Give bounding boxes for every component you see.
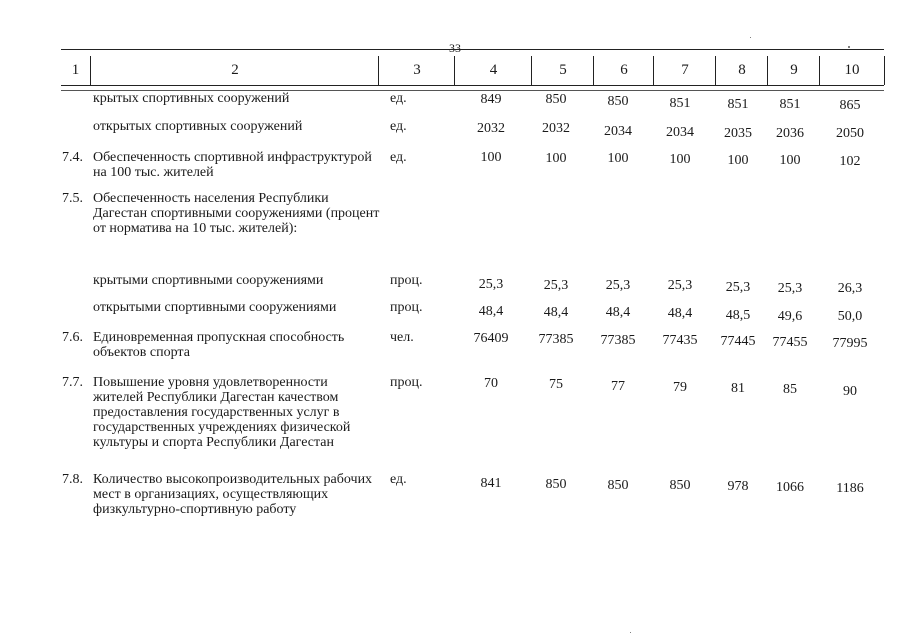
header-col-1: 1 xyxy=(71,62,80,78)
value-cell: 25,3 xyxy=(478,277,504,292)
value-cell: 2032 xyxy=(477,121,505,136)
value-cell: 50,0 xyxy=(837,309,863,324)
value-cell: 851 xyxy=(727,97,749,112)
header-col-9: 9 xyxy=(767,56,820,85)
value-cell: 77455 xyxy=(772,335,808,350)
row-unit: ед. xyxy=(390,472,407,487)
header-col-3: 3 xyxy=(378,56,455,85)
row-number: 7.7. xyxy=(62,375,83,390)
value-cell: 850 xyxy=(669,478,691,493)
value-cell: 25,3 xyxy=(725,280,751,295)
value-cell: 2034 xyxy=(666,125,694,140)
row-unit: проц. xyxy=(390,375,423,390)
row-description: Единовременная пропускная способность объектов спорта xyxy=(93,330,345,360)
header-col-8: 8 xyxy=(715,56,768,85)
value-cell: 100 xyxy=(779,153,801,168)
row-description: Обеспеченность населения Республики Дагестан спортивными сооружениями (процент от норматива на 10 тыс. жителей): xyxy=(93,191,380,236)
value-cell: 48,4 xyxy=(478,304,504,319)
header-bottom-line xyxy=(61,85,884,86)
value-cell: 102 xyxy=(839,154,861,169)
value-cell: 841 xyxy=(480,476,502,491)
row-unit: ед. xyxy=(390,150,407,165)
value-cell: 81 xyxy=(731,381,745,396)
header-col-4: 4 xyxy=(454,56,532,85)
value-cell: 75 xyxy=(549,377,563,392)
value-cell: 77385 xyxy=(600,333,636,348)
row-description: Количество высокопроизводительных рабочих мест в организациях, осуществляющих физкультурно-спортивную работу xyxy=(93,472,373,517)
value-cell: 850 xyxy=(607,94,629,109)
value-cell: 2035 xyxy=(724,126,752,141)
value-cell: 48,5 xyxy=(725,308,751,323)
value-cell: 77385 xyxy=(538,332,574,347)
value-cell: 100 xyxy=(607,151,629,166)
value-cell: 90 xyxy=(843,384,857,399)
value-cell: 49,6 xyxy=(777,309,803,324)
value-cell: 48,4 xyxy=(543,305,569,320)
row-unit: проц. xyxy=(390,300,423,315)
value-cell: 2036 xyxy=(776,126,804,141)
value-cell: 77445 xyxy=(720,334,756,349)
value-cell: 25,3 xyxy=(777,281,803,296)
header-col-5: 5 xyxy=(531,56,594,85)
value-cell: 850 xyxy=(545,477,567,492)
row-unit: проц. xyxy=(390,273,423,288)
value-cell: 850 xyxy=(545,92,567,107)
value-cell: 851 xyxy=(669,96,691,111)
value-cell: 77 xyxy=(611,379,625,394)
value-cell: 85 xyxy=(783,382,797,397)
row-description: Обеспеченность спортивной инфраструктурой на 100 тыс. жителей xyxy=(93,150,372,180)
value-cell: 70 xyxy=(484,376,498,391)
value-cell: 100 xyxy=(727,153,749,168)
value-cell: 851 xyxy=(779,97,801,112)
row-unit: ед. xyxy=(390,119,407,134)
row-description: Повышение уровня удовлетворенности жителей Республики Дагестан качеством предоставления государственных услуг в государственных учреждениях физической культуры и спорта Республики Дагестан xyxy=(93,375,351,450)
header-col-10: 10 xyxy=(819,56,885,85)
value-cell: 25,3 xyxy=(543,278,569,293)
value-cell: 25,3 xyxy=(667,278,693,293)
value-cell: 2034 xyxy=(604,124,632,139)
row-unit: чел. xyxy=(390,330,414,345)
value-cell: 100 xyxy=(669,152,691,167)
value-cell: 100 xyxy=(545,151,567,166)
row-number: 7.6. xyxy=(62,330,83,345)
value-cell: 48,4 xyxy=(667,306,693,321)
header-col-6: 6 xyxy=(593,56,654,85)
table-header xyxy=(61,56,884,85)
row-description: крытых спортивных сооружений xyxy=(93,91,290,106)
value-cell: 100 xyxy=(480,150,502,165)
value-cell: 48,4 xyxy=(605,305,631,320)
value-cell: 2032 xyxy=(542,121,570,136)
value-cell: 1066 xyxy=(776,480,804,495)
value-cell: 2050 xyxy=(836,126,864,141)
value-cell: 865 xyxy=(839,98,861,113)
value-cell: 1186 xyxy=(836,481,864,496)
value-cell: 978 xyxy=(727,479,749,494)
value-cell: 850 xyxy=(607,478,629,493)
value-cell: 26,3 xyxy=(837,281,863,296)
row-description: открытыми спортивными сооружениями xyxy=(93,300,337,315)
row-number: 7.8. xyxy=(62,472,83,487)
row-unit: ед. xyxy=(390,91,407,106)
page-number: 33 xyxy=(449,41,461,55)
table-top-line xyxy=(61,49,884,50)
row-description: крытыми спортивными сооружениями xyxy=(93,273,324,288)
header-col-2: 2 xyxy=(90,56,379,85)
value-cell: 849 xyxy=(480,92,502,107)
row-number: 7.5. xyxy=(62,191,83,206)
value-cell: 77995 xyxy=(832,336,868,351)
header-col-7: 7 xyxy=(653,56,716,85)
scan-speck xyxy=(630,632,631,633)
value-cell: 77435 xyxy=(662,333,698,348)
value-cell: 76409 xyxy=(473,331,509,346)
value-cell: 79 xyxy=(673,380,687,395)
value-cell: 25,3 xyxy=(605,278,631,293)
scan-speck xyxy=(750,37,751,38)
row-description: открытых спортивных сооружений xyxy=(93,119,303,134)
scan-speck xyxy=(848,46,850,48)
row-number: 7.4. xyxy=(62,150,83,165)
